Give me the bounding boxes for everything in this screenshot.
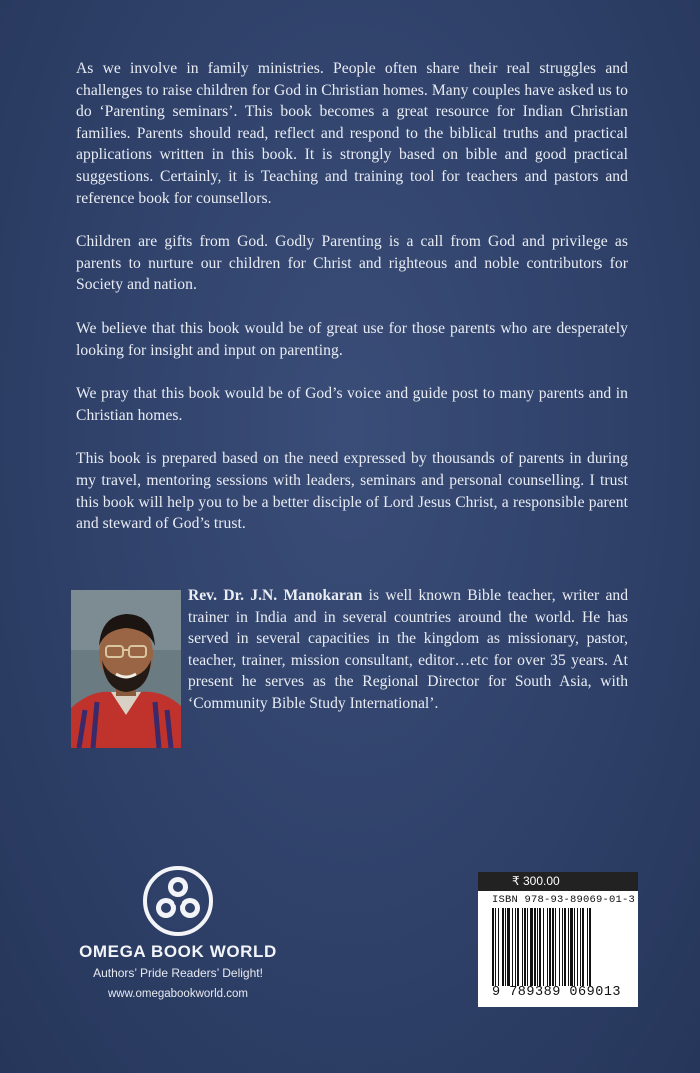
barcode-bar [574,908,575,986]
barcode-bar [564,908,566,986]
barcode-bar [505,908,506,986]
back-cover-blurb [76,58,628,557]
barcode-bar [539,908,541,986]
barcode-bar [495,908,496,986]
barcode-bar [524,908,526,986]
barcode-bar [555,908,556,986]
barcode-bar [582,908,584,986]
author-bio [188,585,628,715]
barcode-bar [547,908,548,986]
barcode-bar [589,908,591,986]
author-bio-text: is well known Bible teacher, writer and trainer in India and in several countries around the world. He has served in several capacities in the kingdom as missionary, pastor, teacher, trainer, mission consultant, editor…etc for over 35 years. At present he serves as the Regional Director for South Asia, with ‘Community Bible Study International’. [188,587,628,712]
barcode-bar [527,908,528,986]
barcode-bar [507,908,510,986]
barcode-bar [498,908,499,986]
barcode-bar [534,908,536,986]
barcode-bar [587,908,588,986]
publisher-tagline: Authors’ Pride Readers’ Delight! [93,966,263,980]
barcode-bar [568,908,569,986]
barcode-bar [580,908,581,986]
author-name: Rev. Dr. J.N. Manokaran [188,587,363,604]
barcode-bar [552,908,554,986]
blurb-paragraph-4: We pray that this book would be of God’s voice and guide post to many parents and in Christian homes. [76,385,628,424]
barcode-digits: 9 789389 069013 [492,985,622,1000]
barcode-bar [530,908,533,986]
author-photo [71,590,181,748]
barcode-bar [492,908,494,986]
omega-circle-logo-icon [139,862,217,940]
barcode-bar [559,908,560,986]
barcode-bar [522,908,523,986]
publisher-url[interactable]: www.omegabookworld.com [108,988,248,1000]
barcode-bar [570,908,573,986]
publisher-block [60,862,296,1000]
blurb-paragraph-2: Children are gifts from God. Godly Parenting is a call from God and privilege as parents to nurture our children for Christ and righteous and noble contributors for Society and nation. [76,233,628,294]
barcode-bar [502,908,504,986]
barcode-bar [543,908,544,986]
blurb-paragraph-1: As we involve in family ministries. People often share their real struggles and challenges to raise children for God in Christian homes. Many couples have asked us to do ‘Parenting seminars’. This book becomes a great resource for Indian Christian families. Parents should read, reflect and respond to the biblical truths and practical applications written in this book. It is strongly based on bible and good practical suggestions. Certainly, it is Teaching and training tool for teachers and pastors and reference book for counsellors. [76,60,628,207]
barcode-box [478,872,638,1007]
barcode-bar [549,908,551,986]
author-portrait-icon [71,590,181,748]
price-label: ₹ 300.00 [478,872,638,891]
isbn-label: ISBN 978-93-89069-01-3 [492,894,636,906]
publisher-name: OMEGA BOOK WORLD [79,942,277,961]
barcode-bar [512,908,513,986]
barcode-bar [515,908,516,986]
barcode-bar [562,908,563,986]
barcode-bar [537,908,538,986]
barcode-bar [517,908,519,986]
blurb-paragraph-5: This book is prepared based on the need expressed by thousands of parents in during my travel, mentoring sessions with leaders, seminars and personal counselling. I trust this book will help you to be a better disciple of Lord Jesus Christ, a responsible parent and steward of God’s trust. [76,450,628,533]
blurb-paragraph-3: We believe that this book would be of great use for those parents who are desperately looking for insight and input on parenting. [76,319,628,359]
barcode-bar [577,908,578,986]
isbn-barcode-icon [492,908,626,986]
